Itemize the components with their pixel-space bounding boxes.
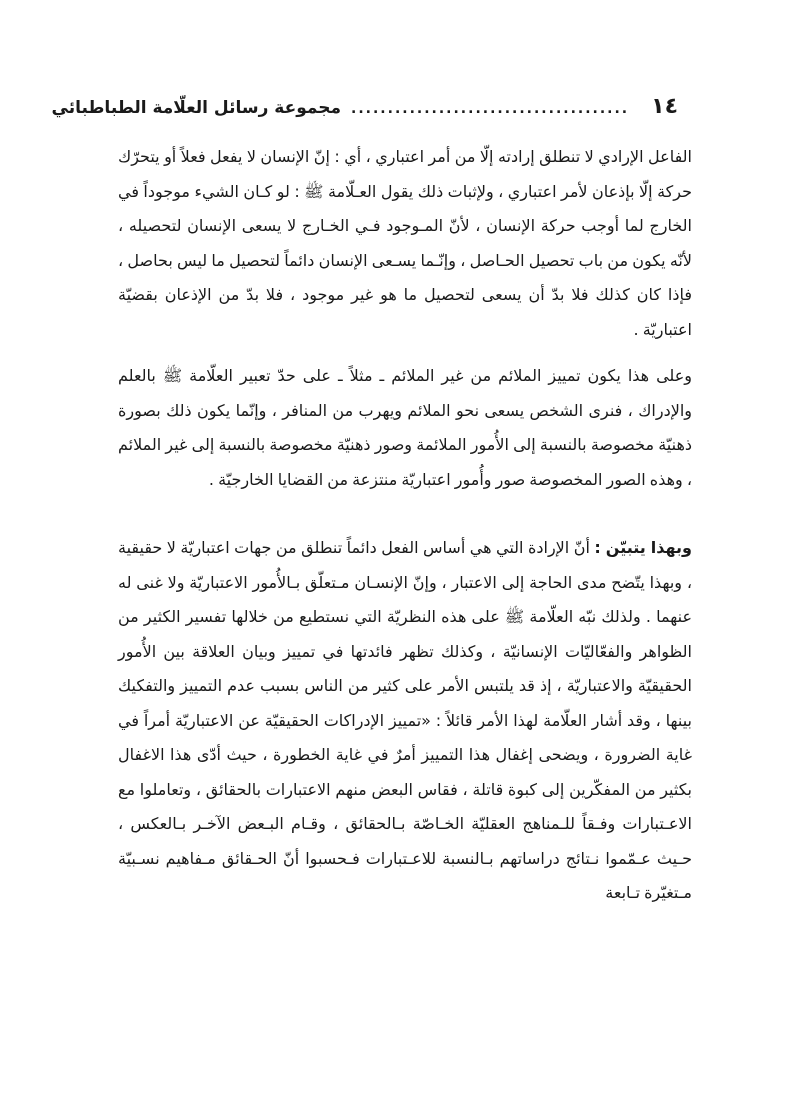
paragraph-3-lead: وبهذا يتبيّن :	[594, 538, 693, 557]
paragraph-1	[118, 140, 692, 347]
paragraph-3	[118, 531, 692, 911]
running-header	[51, 92, 678, 120]
header-leader-dots: ......................................	[351, 101, 630, 117]
paragraph-3-text: أنّ الإرادة التي هي أساس الفعل دائماً تنطلق من جهات اعتباريّة لا حقيقية ، وبهذا يتّضح مدى الحاجة إلى الاعتبار ، وإنّ الإنسـان مـتعلّق بـالأُمور الاعتباريّة ولا غنى له عنهما . ولذلك نبّه العلّامة ﷺ على هذه النظريّة التي نستطيع من خلالها تفسير الكثير من الظواهر والفعّاليّات الإنسانيّة ، وكذلك تظهر فائدتها في تمييز وبيان العلاقة بين الأُمور الحقيقيّة والاعتباريّة ، إذ قد يلتبس الأمر على كثير من الناس بسبب عدم التمييز والتفكيك بينها ، وقد أشار العلّامة لهذا الأمر قائلاً : «تمييز الإدراكات الحقيقيّة عن الاعتباريّة أمراً في غاية الضرورة ، ويضحى إغفال هذا التمييز أمرٌ في غاية الخطورة ، حيث أدّى هذا الاغفال بكثير من المفكّرين إلى كبوة قاتلة ، فقاس البعض منهم الاعتبارات بالحقائق ، وتعاملوا مع الاعـتبارات وفـقاً للـمناهج العقليّة الخـاصّة بـالحقائق ، وقـام البـعض الآخـر بـالعكس ، حـيث عـمّموا نـتائج دراساتهم بـالنسبة للاعـتبارات فـحسبوا أنّ الحـقائق مـفاهيم نسـبيّة مـتغيّرة تـابعة	[118, 538, 692, 902]
body-text	[118, 140, 692, 911]
paragraph-1-text: الفاعل الإرادي لا تنطلق إرادته إلّا من أمر اعتباري ، أي : إنّ الإنسان لا يفعل فعلاً أو يتحرّك حركة إلّا بإذعان لأمر اعتباري ، ولإثبات ذلك يقول العـلّامة ﷺ : لو كـان الشيء موجوداً في الخارج لما أوجب حركة الإنسان ، لأنّ المـوجود فـي الخـارج لا يسعى الإنسان لتحصيله ، لأنّه يكون من باب تحصيل الحـاصل ، وإنّـما يسـعى الإنسان دائماً لتحصيل ما ليس بحاصل ، فإذا كان كذلك فلا بدّ أن يسعى لتحصيل ما هو غير موجود ، فلا بدّ من الإذعان بقضيّة اعتباريّة .	[118, 147, 692, 339]
book-title: مجموعة رسائل العلّامة الطباطبائي	[51, 98, 342, 118]
paragraph-2	[118, 359, 692, 497]
page-number: ١٤	[651, 94, 678, 119]
paragraph-2-text: وعلى هذا يكون تمييز الملائم من غير الملائم ـ مثلاً ـ على حدّ تعبير العلّامة ﷺ بالعلم والإدراك ، فنرى الشخص يسعى نحو الملائم ويهرب من المنافر ، وإنّما يكون ذلك بصورة ذهنيّة مخصوصة بالنسبة إلى الأُمور الملائمة وصور ذهنيّة مخصوصة بالنسبة إلى غير الملائم ، وهذه الصور المخصوصة صور وأُمور اعتباريّة منتزعة من القضايا الخارجيّة .	[118, 366, 692, 489]
